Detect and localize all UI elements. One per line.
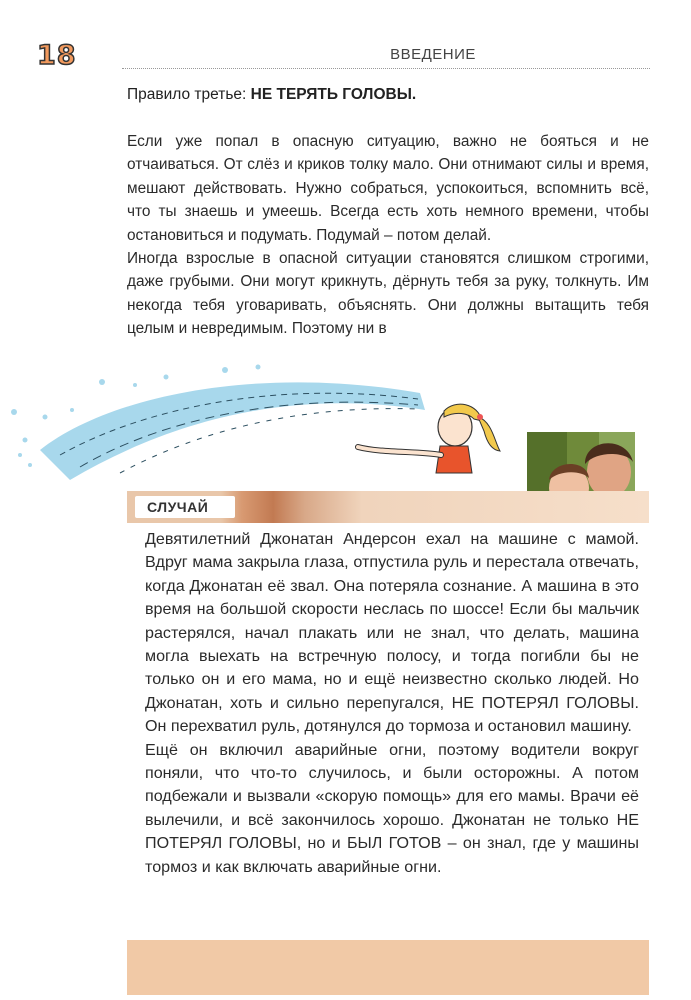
rule-heading xyxy=(127,86,416,104)
case-label-box xyxy=(135,496,235,518)
case-text xyxy=(145,528,639,879)
intro-paragraph-2: Иногда взрослые в опасной ситуации становятся слишком строгими, даже грубыми. Они могут крикнуть, дёрнуть тебя за руку, толкнуть. Им некогда тебя уговаривать, объяснять. Они должны вытащить тебя целым и невредимым. Поэтому ни в xyxy=(127,250,649,338)
rule-title: НЕ ТЕРЯТЬ ГОЛОВЫ. xyxy=(250,86,417,103)
case-label: СЛУЧАЙ xyxy=(147,499,209,515)
case-paragraph-1: Девятилетний Джонатан Андерсон ехал на машине с мамой. Вдруг мама закрыла глаза, отпустила руль и перестала отвечать, когда Джонатан её звал. Она потеряла сознание. А машина в это время на большой скорости неслась по шоссе! Если бы мальчик растерялся, начал плакать или не знал, что делать, машина могла выехать на встречную полосу, и тогда погибли бы не только он и его мама, но и ещё неизвестно сколько людей. Но Джонатан, хоть и сильно перепугался, НЕ ПОТЕРЯЛ ГОЛОВЫ. Он перехватил руль, дотянулся до тормоза и остановил машину. xyxy=(145,530,639,736)
page-number: 18 xyxy=(37,40,77,71)
section-divider xyxy=(122,68,650,69)
girl-figure-icon xyxy=(358,404,500,473)
intro-paragraph-1: Если уже попал в опасную ситуацию, важно не бояться и не отчаиваться. От слёз и криков толку мало. Они отнимают силы и время, мешают действовать. Нужно собраться, успокоиться, вспомнить всё, что ты знаешь и умеешь. Всегда есть хоть немного времени, чтобы остановиться и подумать. Подумай – потом делай. xyxy=(127,133,649,244)
intro-text xyxy=(127,130,649,341)
rule-prefix: Правило третье: xyxy=(127,86,251,103)
water-splash-illustration xyxy=(0,355,520,485)
case-paragraph-2: Ещё он включил аварийные огни, поэтому водители вокруг поняли, что что-то случилось, и были осторожны. А потом подбежали и вызвали «скорую помощь» для его мамы. Врачи её вылечили, и всё закончилось хорошо. Джонатан не только НЕ ПОТЕРЯЛ ГОЛОВЫ, но и БЫЛ ГОТОВ – он знал, где у машины тормоз и как включать аварийные огни. xyxy=(145,740,639,876)
bottom-band xyxy=(127,940,649,995)
section-title: ВВЕДЕНИЕ xyxy=(390,46,476,63)
